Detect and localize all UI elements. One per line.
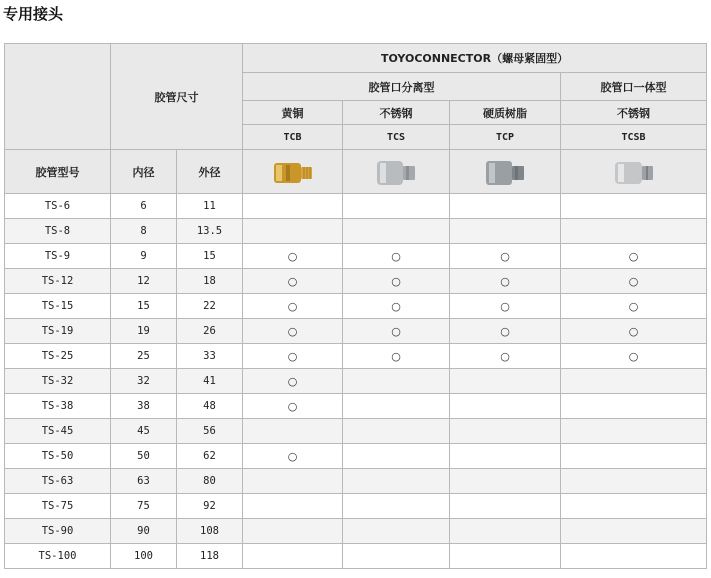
model-cell: TS-9 — [5, 244, 111, 269]
model-cell: TS-38 — [5, 394, 111, 419]
table-row — [5, 494, 707, 519]
mark-tcsb-cell: ○ — [561, 319, 707, 344]
table-row — [5, 294, 707, 319]
mark-tcb-cell — [243, 194, 343, 219]
mark-tcs-cell — [343, 194, 450, 219]
mark-tcp-cell — [450, 544, 561, 569]
tcs-image-cell — [343, 150, 450, 194]
mark-tcsb-cell — [561, 219, 707, 244]
model-cell: TS-8 — [5, 219, 111, 244]
mark-tcsb-cell — [561, 419, 707, 444]
mark-tcs-cell — [343, 469, 450, 494]
inner-diameter-cell: 6 — [111, 194, 177, 219]
inner-diameter-cell: 38 — [111, 394, 177, 419]
inner-diameter-cell: 25 — [111, 344, 177, 369]
mark-tcsb-cell — [561, 494, 707, 519]
code-header-tcp: TCP — [450, 125, 561, 150]
mark-tcp-cell — [450, 519, 561, 544]
material-header-stainless: 不锈钢 — [343, 101, 450, 125]
outer-diameter-cell: 26 — [177, 319, 243, 344]
model-cell: TS-75 — [5, 494, 111, 519]
mark-tcp-cell — [450, 444, 561, 469]
mark-tcs-cell — [343, 369, 450, 394]
inner-diameter-cell: 45 — [111, 419, 177, 444]
outer-diameter-cell: 41 — [177, 369, 243, 394]
tcb-image-cell — [243, 150, 343, 194]
mark-tcb-cell: ○ — [243, 319, 343, 344]
inner-diameter-cell: 75 — [111, 494, 177, 519]
outer-diameter-cell: 33 — [177, 344, 243, 369]
model-cell: TS-50 — [5, 444, 111, 469]
table-row — [5, 319, 707, 344]
table-row — [5, 444, 707, 469]
model-cell: TS-6 — [5, 194, 111, 219]
inner-diameter-cell: 19 — [111, 319, 177, 344]
model-cell: TS-19 — [5, 319, 111, 344]
outer-diameter-cell: 62 — [177, 444, 243, 469]
inner-diameter-cell: 100 — [111, 544, 177, 569]
table-row — [5, 419, 707, 444]
stainless-connector-icon — [373, 154, 419, 190]
table-header — [5, 44, 707, 194]
integrated-type-header: 胶管口一体型 — [561, 73, 707, 101]
inner-diameter-cell: 15 — [111, 294, 177, 319]
mark-tcp-cell — [450, 369, 561, 394]
outer-diameter-cell: 108 — [177, 519, 243, 544]
model-cell: TS-100 — [5, 544, 111, 569]
outer-diameter-cell: 15 — [177, 244, 243, 269]
model-cell: TS-32 — [5, 369, 111, 394]
mark-tcsb-cell — [561, 194, 707, 219]
mark-tcp-cell: ○ — [450, 319, 561, 344]
mark-tcp-cell — [450, 194, 561, 219]
inner-diameter-cell: 12 — [111, 269, 177, 294]
mark-tcp-cell — [450, 394, 561, 419]
mark-tcs-cell: ○ — [343, 319, 450, 344]
corner-header-cell — [5, 44, 111, 150]
mark-tcb-cell — [243, 494, 343, 519]
outer-diameter-cell: 48 — [177, 394, 243, 419]
integrated-stainless-connector-icon — [611, 154, 657, 190]
code-header-tcb: TCB — [243, 125, 343, 150]
outer-diameter-cell: 80 — [177, 469, 243, 494]
outer-diameter-cell: 118 — [177, 544, 243, 569]
mark-tcb-cell — [243, 419, 343, 444]
resin-connector-icon — [482, 154, 528, 190]
mark-tcsb-cell — [561, 444, 707, 469]
mark-tcs-cell — [343, 519, 450, 544]
mark-tcb-cell: ○ — [243, 269, 343, 294]
hose-size-group-header: 胶管尺寸 — [111, 44, 243, 150]
table-row — [5, 544, 707, 569]
mark-tcb-cell — [243, 544, 343, 569]
inner-diameter-cell: 50 — [111, 444, 177, 469]
mark-tcb-cell: ○ — [243, 344, 343, 369]
mark-tcs-cell — [343, 394, 450, 419]
mark-tcp-cell — [450, 419, 561, 444]
inner-diameter-cell: 32 — [111, 369, 177, 394]
mark-tcsb-cell: ○ — [561, 344, 707, 369]
mark-tcb-cell: ○ — [243, 444, 343, 469]
mark-tcp-cell: ○ — [450, 344, 561, 369]
connector-spec-table — [4, 43, 707, 569]
mark-tcb-cell: ○ — [243, 294, 343, 319]
mark-tcsb-cell: ○ — [561, 269, 707, 294]
table-row — [5, 219, 707, 244]
page-title: 专用接头 — [3, 5, 64, 23]
mark-tcsb-cell: ○ — [561, 294, 707, 319]
table-row — [5, 344, 707, 369]
inner-diameter-cell: 9 — [111, 244, 177, 269]
table-row — [5, 244, 707, 269]
inner-diameter-cell: 90 — [111, 519, 177, 544]
mark-tcsb-cell — [561, 369, 707, 394]
code-header-tcsb: TCSB — [561, 125, 707, 150]
inner-diameter-header: 内径 — [111, 150, 177, 194]
mark-tcsb-cell: ○ — [561, 244, 707, 269]
mark-tcb-cell: ○ — [243, 394, 343, 419]
mark-tcp-cell — [450, 469, 561, 494]
separate-type-header: 胶管口分离型 — [243, 73, 561, 101]
model-cell: TS-90 — [5, 519, 111, 544]
outer-diameter-cell: 56 — [177, 419, 243, 444]
brass-connector-icon — [270, 154, 316, 190]
mark-tcp-cell: ○ — [450, 269, 561, 294]
mark-tcsb-cell — [561, 394, 707, 419]
mark-tcs-cell: ○ — [343, 294, 450, 319]
material-header-resin: 硬质树脂 — [450, 101, 561, 125]
model-cell: TS-63 — [5, 469, 111, 494]
model-cell: TS-12 — [5, 269, 111, 294]
table-row — [5, 269, 707, 294]
outer-diameter-cell: 11 — [177, 194, 243, 219]
mark-tcb-cell: ○ — [243, 244, 343, 269]
table-row — [5, 519, 707, 544]
table-row — [5, 394, 707, 419]
mark-tcb-cell — [243, 469, 343, 494]
material-header-stainless-integrated: 不锈钢 — [561, 101, 707, 125]
outer-diameter-cell: 18 — [177, 269, 243, 294]
connector-group-header: TOYOCONNECTOR（螺母紧固型） — [243, 44, 707, 73]
model-cell: TS-15 — [5, 294, 111, 319]
outer-diameter-header: 外径 — [177, 150, 243, 194]
model-column-header: 胶管型号 — [5, 150, 111, 194]
tcp-image-cell — [450, 150, 561, 194]
mark-tcs-cell — [343, 494, 450, 519]
mark-tcb-cell: ○ — [243, 369, 343, 394]
inner-diameter-cell: 63 — [111, 469, 177, 494]
inner-diameter-cell: 8 — [111, 219, 177, 244]
mark-tcs-cell — [343, 544, 450, 569]
mark-tcs-cell: ○ — [343, 269, 450, 294]
model-cell: TS-25 — [5, 344, 111, 369]
table-body — [5, 194, 707, 569]
mark-tcs-cell — [343, 419, 450, 444]
outer-diameter-cell: 92 — [177, 494, 243, 519]
code-header-tcs: TCS — [343, 125, 450, 150]
mark-tcsb-cell — [561, 519, 707, 544]
mark-tcb-cell — [243, 219, 343, 244]
mark-tcp-cell: ○ — [450, 294, 561, 319]
material-header-brass: 黄铜 — [243, 101, 343, 125]
mark-tcs-cell: ○ — [343, 344, 450, 369]
outer-diameter-cell: 13.5 — [177, 219, 243, 244]
mark-tcs-cell — [343, 219, 450, 244]
mark-tcsb-cell — [561, 544, 707, 569]
table-row — [5, 194, 707, 219]
mark-tcs-cell: ○ — [343, 244, 450, 269]
mark-tcs-cell — [343, 444, 450, 469]
tcsb-image-cell — [561, 150, 707, 194]
mark-tcp-cell: ○ — [450, 244, 561, 269]
mark-tcb-cell — [243, 519, 343, 544]
mark-tcp-cell — [450, 494, 561, 519]
model-cell: TS-45 — [5, 419, 111, 444]
mark-tcp-cell — [450, 219, 561, 244]
mark-tcsb-cell — [561, 469, 707, 494]
table-row — [5, 369, 707, 394]
table-row — [5, 469, 707, 494]
outer-diameter-cell: 22 — [177, 294, 243, 319]
